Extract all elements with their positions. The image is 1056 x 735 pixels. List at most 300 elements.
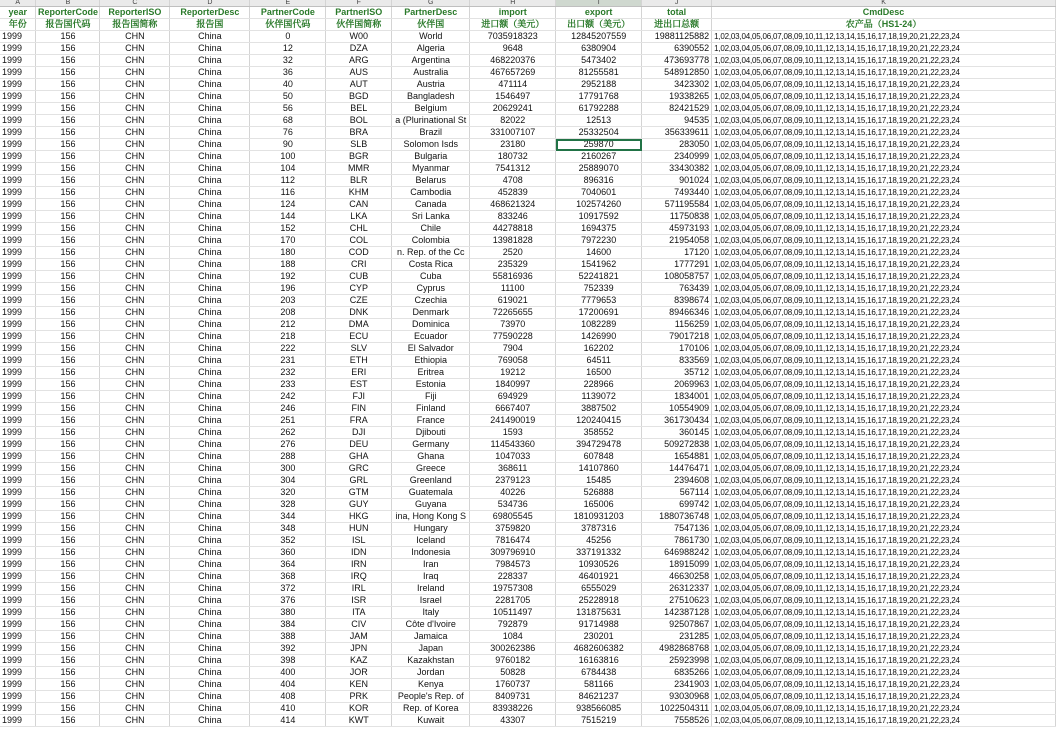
cell-reporter-iso[interactable]: CHN	[100, 595, 170, 607]
cell-reporter-iso[interactable]: CHN	[100, 415, 170, 427]
cell-reporter-code[interactable]: 156	[36, 535, 100, 547]
cell-import[interactable]: 7035918323	[470, 31, 556, 43]
cell-reporter-code[interactable]: 156	[36, 235, 100, 247]
cell-year[interactable]: 1999	[0, 583, 36, 595]
cell-reporter-iso[interactable]: CHN	[100, 367, 170, 379]
cell-reporter-iso[interactable]: CHN	[100, 571, 170, 583]
cell-total[interactable]: 25923998	[642, 655, 712, 667]
cell-year[interactable]: 1999	[0, 631, 36, 643]
cell-partner-desc[interactable]: Rep. of Korea	[392, 703, 470, 715]
cell-export[interactable]: 131875631	[556, 607, 642, 619]
cell-year[interactable]: 1999	[0, 367, 36, 379]
cell-reporter-code[interactable]: 156	[36, 415, 100, 427]
cell-export[interactable]: 102574260	[556, 199, 642, 211]
cell-year[interactable]: 1999	[0, 331, 36, 343]
cell-reporter-iso[interactable]: CHN	[100, 31, 170, 43]
cell-reporter-code[interactable]: 156	[36, 43, 100, 55]
cell-partner-desc[interactable]: Cuba	[392, 271, 470, 283]
header-cell[interactable]: import	[470, 7, 556, 19]
cell-total[interactable]: 1022504311	[642, 703, 712, 715]
cell-reporter-iso[interactable]: CHN	[100, 103, 170, 115]
cell-cmd-desc[interactable]: 1,02,03,04,05,06,07,08,09,10,11,12,13,14,15,16,17,18,19,20,21,22,23,24	[712, 115, 1056, 127]
cell-cmd-desc[interactable]: 1,02,03,04,05,06,07,08,09,10,11,12,13,14,15,16,17,18,19,20,21,22,23,24	[712, 679, 1056, 691]
cell-reporter-code[interactable]: 156	[36, 115, 100, 127]
cell-import[interactable]: 9648	[470, 43, 556, 55]
cell-partner-iso[interactable]: JOR	[326, 667, 392, 679]
cell-partner-desc[interactable]: Iraq	[392, 571, 470, 583]
cell-partner-iso[interactable]: CZE	[326, 295, 392, 307]
cell-reporter-desc[interactable]: China	[170, 391, 250, 403]
cell-partner-desc[interactable]: Solomon Isds	[392, 139, 470, 151]
cell-year[interactable]: 1999	[0, 307, 36, 319]
cell-partner-desc[interactable]: Japan	[392, 643, 470, 655]
cell-partner-code[interactable]: 192	[250, 271, 326, 283]
cell-cmd-desc[interactable]: 1,02,03,04,05,06,07,08,09,10,11,12,13,14,15,16,17,18,19,20,21,22,23,24	[712, 451, 1056, 463]
cell-partner-iso[interactable]: ISL	[326, 535, 392, 547]
cell-total[interactable]: 33430382	[642, 163, 712, 175]
cell-export[interactable]: 16500	[556, 367, 642, 379]
cell-cmd-desc[interactable]: 1,02,03,04,05,06,07,08,09,10,11,12,13,14,15,16,17,18,19,20,21,22,23,24	[712, 511, 1056, 523]
cell-import[interactable]: 40226	[470, 487, 556, 499]
cell-export[interactable]: 2160267	[556, 151, 642, 163]
cell-reporter-code[interactable]: 156	[36, 499, 100, 511]
cell-total[interactable]: 11750838	[642, 211, 712, 223]
cell-total[interactable]: 548912850	[642, 67, 712, 79]
header-cell[interactable]: 报告国	[170, 19, 250, 31]
cell-reporter-code[interactable]: 156	[36, 139, 100, 151]
cell-partner-iso[interactable]: GRL	[326, 475, 392, 487]
cell-partner-desc[interactable]: Côte d'Ivoire	[392, 619, 470, 631]
cell-reporter-code[interactable]: 156	[36, 259, 100, 271]
cell-year[interactable]: 1999	[0, 175, 36, 187]
cell-cmd-desc[interactable]: 1,02,03,04,05,06,07,08,09,10,11,12,13,14,15,16,17,18,19,20,21,22,23,24	[712, 331, 1056, 343]
cell-partner-desc[interactable]: Guatemala	[392, 487, 470, 499]
cell-import[interactable]: 44278818	[470, 223, 556, 235]
header-cell[interactable]: 报告国简称	[100, 19, 170, 31]
cell-reporter-code[interactable]: 156	[36, 199, 100, 211]
cell-partner-desc[interactable]: Chile	[392, 223, 470, 235]
cell-cmd-desc[interactable]: 1,02,03,04,05,06,07,08,09,10,11,12,13,14,15,16,17,18,19,20,21,22,23,24	[712, 343, 1056, 355]
cell-partner-desc[interactable]: Brazil	[392, 127, 470, 139]
cell-year[interactable]: 1999	[0, 103, 36, 115]
cell-partner-desc[interactable]: Greece	[392, 463, 470, 475]
cell-total[interactable]: 901024	[642, 175, 712, 187]
cell-cmd-desc[interactable]: 1,02,03,04,05,06,07,08,09,10,11,12,13,14,15,16,17,18,19,20,21,22,23,24	[712, 175, 1056, 187]
cell-partner-code[interactable]: 388	[250, 631, 326, 643]
cell-partner-desc[interactable]: Jordan	[392, 667, 470, 679]
cell-export[interactable]: 1541962	[556, 259, 642, 271]
cell-reporter-iso[interactable]: CHN	[100, 451, 170, 463]
cell-reporter-code[interactable]: 156	[36, 583, 100, 595]
cell-import[interactable]: 77590228	[470, 331, 556, 343]
cell-export[interactable]: 230201	[556, 631, 642, 643]
cell-reporter-desc[interactable]: China	[170, 163, 250, 175]
cell-partner-iso[interactable]: CYP	[326, 283, 392, 295]
cell-reporter-iso[interactable]: CHN	[100, 163, 170, 175]
cell-partner-desc[interactable]: People's Rep. of	[392, 691, 470, 703]
cell-partner-iso[interactable]: ETH	[326, 355, 392, 367]
cell-import[interactable]: 2520	[470, 247, 556, 259]
cell-total[interactable]: 79017218	[642, 331, 712, 343]
cell-import[interactable]: 769058	[470, 355, 556, 367]
cell-partner-iso[interactable]: BGD	[326, 91, 392, 103]
cell-reporter-iso[interactable]: CHN	[100, 211, 170, 223]
cell-import[interactable]: 50828	[470, 667, 556, 679]
cell-reporter-code[interactable]: 156	[36, 439, 100, 451]
cell-export[interactable]: 1694375	[556, 223, 642, 235]
cell-reporter-iso[interactable]: CHN	[100, 283, 170, 295]
cell-reporter-code[interactable]: 156	[36, 331, 100, 343]
cell-export[interactable]: 84621237	[556, 691, 642, 703]
cell-partner-code[interactable]: 36	[250, 67, 326, 79]
cell-reporter-iso[interactable]: CHN	[100, 547, 170, 559]
cell-reporter-code[interactable]: 156	[36, 691, 100, 703]
cell-partner-desc[interactable]: Iceland	[392, 535, 470, 547]
cell-export[interactable]: 1426990	[556, 331, 642, 343]
cell-total[interactable]: 1156259	[642, 319, 712, 331]
cell-total[interactable]: 356339611	[642, 127, 712, 139]
cell-export[interactable]: 526888	[556, 487, 642, 499]
cell-import[interactable]: 20629241	[470, 103, 556, 115]
cell-year[interactable]: 1999	[0, 499, 36, 511]
cell-year[interactable]: 1999	[0, 427, 36, 439]
cell-year[interactable]: 1999	[0, 643, 36, 655]
cell-year[interactable]: 1999	[0, 139, 36, 151]
cell-partner-code[interactable]: 398	[250, 655, 326, 667]
cell-partner-code[interactable]: 144	[250, 211, 326, 223]
cell-partner-code[interactable]: 68	[250, 115, 326, 127]
cell-total[interactable]: 7493440	[642, 187, 712, 199]
cell-total[interactable]: 361730434	[642, 415, 712, 427]
cell-reporter-iso[interactable]: CHN	[100, 67, 170, 79]
cell-reporter-code[interactable]: 156	[36, 151, 100, 163]
cell-partner-iso[interactable]: SLV	[326, 343, 392, 355]
header-cell[interactable]: 报告国代码	[36, 19, 100, 31]
cell-cmd-desc[interactable]: 1,02,03,04,05,06,07,08,09,10,11,12,13,14,15,16,17,18,19,20,21,22,23,24	[712, 703, 1056, 715]
cell-reporter-iso[interactable]: CHN	[100, 559, 170, 571]
cell-cmd-desc[interactable]: 1,02,03,04,05,06,07,08,09,10,11,12,13,14,15,16,17,18,19,20,21,22,23,24	[712, 439, 1056, 451]
column-header-e[interactable]: E	[250, 0, 326, 7]
cell-total[interactable]: 646988242	[642, 547, 712, 559]
cell-cmd-desc[interactable]: 1,02,03,04,05,06,07,08,09,10,11,12,13,14,15,16,17,18,19,20,21,22,23,24	[712, 475, 1056, 487]
column-header-k[interactable]: K	[712, 0, 1056, 7]
cell-partner-desc[interactable]: Fiji	[392, 391, 470, 403]
column-header-f[interactable]: F	[326, 0, 392, 7]
cell-reporter-iso[interactable]: CHN	[100, 91, 170, 103]
cell-reporter-iso[interactable]: CHN	[100, 79, 170, 91]
cell-reporter-code[interactable]: 156	[36, 175, 100, 187]
cell-export[interactable]: 358552	[556, 427, 642, 439]
cell-cmd-desc[interactable]: 1,02,03,04,05,06,07,08,09,10,11,12,13,14,15,16,17,18,19,20,21,22,23,24	[712, 211, 1056, 223]
cell-reporter-iso[interactable]: CHN	[100, 379, 170, 391]
cell-reporter-desc[interactable]: China	[170, 31, 250, 43]
header-cell[interactable]: 进口额（美元）	[470, 19, 556, 31]
cell-partner-code[interactable]: 231	[250, 355, 326, 367]
cell-year[interactable]: 1999	[0, 79, 36, 91]
cell-cmd-desc[interactable]: 1,02,03,04,05,06,07,08,09,10,11,12,13,14,15,16,17,18,19,20,21,22,23,24	[712, 535, 1056, 547]
cell-reporter-code[interactable]: 156	[36, 427, 100, 439]
cell-reporter-desc[interactable]: China	[170, 415, 250, 427]
cell-partner-desc[interactable]: Cyprus	[392, 283, 470, 295]
cell-total[interactable]: 699742	[642, 499, 712, 511]
cell-reporter-desc[interactable]: China	[170, 55, 250, 67]
cell-import[interactable]: 180732	[470, 151, 556, 163]
cell-year[interactable]: 1999	[0, 355, 36, 367]
cell-total[interactable]: 567114	[642, 487, 712, 499]
cell-reporter-desc[interactable]: China	[170, 307, 250, 319]
cell-cmd-desc[interactable]: 1,02,03,04,05,06,07,08,09,10,11,12,13,14,15,16,17,18,19,20,21,22,23,24	[712, 715, 1056, 727]
cell-reporter-desc[interactable]: China	[170, 619, 250, 631]
cell-partner-iso[interactable]: ERI	[326, 367, 392, 379]
cell-export[interactable]: 17791768	[556, 91, 642, 103]
cell-partner-code[interactable]: 203	[250, 295, 326, 307]
cell-import[interactable]: 73970	[470, 319, 556, 331]
cell-export[interactable]: 607848	[556, 451, 642, 463]
cell-export[interactable]: 10930526	[556, 559, 642, 571]
cell-total[interactable]: 7558526	[642, 715, 712, 727]
cell-partner-desc[interactable]: Sri Lanka	[392, 211, 470, 223]
cell-export[interactable]: 25228918	[556, 595, 642, 607]
header-cell[interactable]: 伙伴国代码	[250, 19, 326, 31]
cell-partner-desc[interactable]: France	[392, 415, 470, 427]
cell-year[interactable]: 1999	[0, 607, 36, 619]
cell-partner-desc[interactable]: Denmark	[392, 307, 470, 319]
cell-export[interactable]: 337191332	[556, 547, 642, 559]
cell-reporter-iso[interactable]: CHN	[100, 295, 170, 307]
cell-year[interactable]: 1999	[0, 619, 36, 631]
cell-reporter-iso[interactable]: CHN	[100, 607, 170, 619]
cell-total[interactable]: 27510623	[642, 595, 712, 607]
cell-total[interactable]: 283050	[642, 139, 712, 151]
header-cell[interactable]: ReporterISO	[100, 7, 170, 19]
cell-partner-code[interactable]: 328	[250, 499, 326, 511]
cell-partner-iso[interactable]: KWT	[326, 715, 392, 727]
cell-import[interactable]: 1593	[470, 427, 556, 439]
cell-year[interactable]: 1999	[0, 163, 36, 175]
cell-partner-code[interactable]: 410	[250, 703, 326, 715]
cell-reporter-iso[interactable]: CHN	[100, 55, 170, 67]
cell-reporter-desc[interactable]: China	[170, 643, 250, 655]
cell-year[interactable]: 1999	[0, 187, 36, 199]
cell-reporter-iso[interactable]: CHN	[100, 427, 170, 439]
cell-cmd-desc[interactable]: 1,02,03,04,05,06,07,08,09,10,11,12,13,14,15,16,17,18,19,20,21,22,23,24	[712, 547, 1056, 559]
cell-reporter-desc[interactable]: China	[170, 127, 250, 139]
cell-year[interactable]: 1999	[0, 43, 36, 55]
cell-reporter-iso[interactable]: CHN	[100, 223, 170, 235]
cell-partner-desc[interactable]: ina, Hong Kong S	[392, 511, 470, 523]
cell-cmd-desc[interactable]: 1,02,03,04,05,06,07,08,09,10,11,12,13,14,15,16,17,18,19,20,21,22,23,24	[712, 55, 1056, 67]
cell-reporter-desc[interactable]: China	[170, 343, 250, 355]
cell-partner-desc[interactable]: Myanmar	[392, 163, 470, 175]
cell-total[interactable]: 2394608	[642, 475, 712, 487]
cell-reporter-desc[interactable]: China	[170, 571, 250, 583]
cell-partner-code[interactable]: 0	[250, 31, 326, 43]
cell-reporter-desc[interactable]: China	[170, 607, 250, 619]
cell-total[interactable]: 26312337	[642, 583, 712, 595]
cell-total[interactable]: 2340999	[642, 151, 712, 163]
cell-total[interactable]: 35712	[642, 367, 712, 379]
cell-reporter-code[interactable]: 156	[36, 319, 100, 331]
cell-partner-code[interactable]: 344	[250, 511, 326, 523]
cell-year[interactable]: 1999	[0, 571, 36, 583]
cell-total[interactable]: 108058757	[642, 271, 712, 283]
cell-partner-iso[interactable]: JAM	[326, 631, 392, 643]
cell-partner-iso[interactable]: CIV	[326, 619, 392, 631]
cell-export[interactable]: 938566085	[556, 703, 642, 715]
cell-reporter-desc[interactable]: China	[170, 451, 250, 463]
cell-import[interactable]: 468220376	[470, 55, 556, 67]
cell-cmd-desc[interactable]: 1,02,03,04,05,06,07,08,09,10,11,12,13,14,15,16,17,18,19,20,21,22,23,24	[712, 319, 1056, 331]
cell-cmd-desc[interactable]: 1,02,03,04,05,06,07,08,09,10,11,12,13,14,15,16,17,18,19,20,21,22,23,24	[712, 355, 1056, 367]
cell-reporter-code[interactable]: 156	[36, 79, 100, 91]
cell-year[interactable]: 1999	[0, 115, 36, 127]
cell-export[interactable]: 46401921	[556, 571, 642, 583]
cell-export[interactable]: 91714988	[556, 619, 642, 631]
cell-import[interactable]: 309796910	[470, 547, 556, 559]
cell-import[interactable]: 228337	[470, 571, 556, 583]
cell-partner-iso[interactable]: BRA	[326, 127, 392, 139]
cell-import[interactable]: 833246	[470, 211, 556, 223]
cell-import[interactable]: 1760737	[470, 679, 556, 691]
column-header-d[interactable]: D	[170, 0, 250, 7]
cell-reporter-iso[interactable]: CHN	[100, 439, 170, 451]
cell-partner-iso[interactable]: FJI	[326, 391, 392, 403]
cell-export[interactable]: 2952188	[556, 79, 642, 91]
cell-total[interactable]: 142387128	[642, 607, 712, 619]
header-cell[interactable]: ReporterDesc	[170, 7, 250, 19]
cell-import[interactable]: 82022	[470, 115, 556, 127]
cell-partner-code[interactable]: 32	[250, 55, 326, 67]
cell-partner-code[interactable]: 408	[250, 691, 326, 703]
cell-cmd-desc[interactable]: 1,02,03,04,05,06,07,08,09,10,11,12,13,14,15,16,17,18,19,20,21,22,23,24	[712, 247, 1056, 259]
column-header-j[interactable]: J	[642, 0, 712, 7]
cell-reporter-desc[interactable]: China	[170, 595, 250, 607]
cell-import[interactable]: 1840997	[470, 379, 556, 391]
cell-export[interactable]: 1810931203	[556, 511, 642, 523]
cell-partner-code[interactable]: 414	[250, 715, 326, 727]
cell-import[interactable]: 241490019	[470, 415, 556, 427]
cell-partner-iso[interactable]: CUB	[326, 271, 392, 283]
cell-partner-code[interactable]: 50	[250, 91, 326, 103]
cell-partner-code[interactable]: 188	[250, 259, 326, 271]
cell-import[interactable]: 619021	[470, 295, 556, 307]
cell-partner-iso[interactable]: ISR	[326, 595, 392, 607]
cell-reporter-iso[interactable]: CHN	[100, 583, 170, 595]
cell-reporter-desc[interactable]: China	[170, 271, 250, 283]
cell-reporter-code[interactable]: 156	[36, 127, 100, 139]
cell-cmd-desc[interactable]: 1,02,03,04,05,06,07,08,09,10,11,12,13,14,15,16,17,18,19,20,21,22,23,24	[712, 307, 1056, 319]
cell-partner-iso[interactable]: COL	[326, 235, 392, 247]
cell-partner-desc[interactable]: Canada	[392, 199, 470, 211]
cell-partner-code[interactable]: 104	[250, 163, 326, 175]
cell-cmd-desc[interactable]: 1,02,03,04,05,06,07,08,09,10,11,12,13,14,15,16,17,18,19,20,21,22,23,24	[712, 139, 1056, 151]
cell-cmd-desc[interactable]: 1,02,03,04,05,06,07,08,09,10,11,12,13,14,15,16,17,18,19,20,21,22,23,24	[712, 427, 1056, 439]
cell-export[interactable]: 14107860	[556, 463, 642, 475]
cell-total[interactable]: 571195584	[642, 199, 712, 211]
cell-cmd-desc[interactable]: 1,02,03,04,05,06,07,08,09,10,11,12,13,14,15,16,17,18,19,20,21,22,23,24	[712, 583, 1056, 595]
cell-cmd-desc[interactable]: 1,02,03,04,05,06,07,08,09,10,11,12,13,14,15,16,17,18,19,20,21,22,23,24	[712, 283, 1056, 295]
cell-import[interactable]: 2281705	[470, 595, 556, 607]
cell-partner-desc[interactable]: Iran	[392, 559, 470, 571]
cell-export[interactable]: 81255581	[556, 67, 642, 79]
cell-reporter-desc[interactable]: China	[170, 535, 250, 547]
cell-reporter-code[interactable]: 156	[36, 451, 100, 463]
cell-reporter-code[interactable]: 156	[36, 379, 100, 391]
cell-reporter-code[interactable]: 156	[36, 655, 100, 667]
cell-export[interactable]: 5473402	[556, 55, 642, 67]
cell-partner-code[interactable]: 40	[250, 79, 326, 91]
cell-partner-code[interactable]: 384	[250, 619, 326, 631]
cell-partner-iso[interactable]: GRC	[326, 463, 392, 475]
cell-reporter-iso[interactable]: CHN	[100, 679, 170, 691]
cell-export[interactable]: 3787316	[556, 523, 642, 535]
cell-partner-iso[interactable]: FRA	[326, 415, 392, 427]
cell-partner-code[interactable]: 352	[250, 535, 326, 547]
cell-export[interactable]: 6555029	[556, 583, 642, 595]
cell-reporter-code[interactable]: 156	[36, 55, 100, 67]
cell-total[interactable]: 8398674	[642, 295, 712, 307]
cell-partner-desc[interactable]: Israel	[392, 595, 470, 607]
cell-import[interactable]: 9760182	[470, 655, 556, 667]
cell-reporter-iso[interactable]: CHN	[100, 643, 170, 655]
cell-partner-code[interactable]: 368	[250, 571, 326, 583]
cell-year[interactable]: 1999	[0, 343, 36, 355]
cell-year[interactable]: 1999	[0, 319, 36, 331]
header-cell[interactable]: CmdDesc	[712, 7, 1056, 19]
header-cell[interactable]: export	[556, 7, 642, 19]
cell-import[interactable]: 331007107	[470, 127, 556, 139]
cell-import[interactable]: 3759820	[470, 523, 556, 535]
cell-import[interactable]: 83938226	[470, 703, 556, 715]
cell-partner-code[interactable]: 300	[250, 463, 326, 475]
cell-partner-desc[interactable]: Argentina	[392, 55, 470, 67]
cell-cmd-desc[interactable]: 1,02,03,04,05,06,07,08,09,10,11,12,13,14,15,16,17,18,19,20,21,22,23,24	[712, 91, 1056, 103]
cell-cmd-desc[interactable]: 1,02,03,04,05,06,07,08,09,10,11,12,13,14,15,16,17,18,19,20,21,22,23,24	[712, 43, 1056, 55]
cell-export[interactable]: 6380904	[556, 43, 642, 55]
cell-partner-desc[interactable]: Czechia	[392, 295, 470, 307]
cell-reporter-code[interactable]: 156	[36, 715, 100, 727]
cell-export[interactable]: 6784438	[556, 667, 642, 679]
cell-reporter-desc[interactable]: China	[170, 43, 250, 55]
cell-import[interactable]: 7984573	[470, 559, 556, 571]
cell-partner-desc[interactable]: El Salvador	[392, 343, 470, 355]
cell-cmd-desc[interactable]: 1,02,03,04,05,06,07,08,09,10,11,12,13,14,15,16,17,18,19,20,21,22,23,24	[712, 655, 1056, 667]
cell-total[interactable]: 473693778	[642, 55, 712, 67]
cell-partner-desc[interactable]: Hungary	[392, 523, 470, 535]
cell-partner-iso[interactable]: BGR	[326, 151, 392, 163]
cell-cmd-desc[interactable]: 1,02,03,04,05,06,07,08,09,10,11,12,13,14,15,16,17,18,19,20,21,22,23,24	[712, 295, 1056, 307]
cell-cmd-desc[interactable]: 1,02,03,04,05,06,07,08,09,10,11,12,13,14,15,16,17,18,19,20,21,22,23,24	[712, 367, 1056, 379]
cell-year[interactable]: 1999	[0, 463, 36, 475]
cell-reporter-iso[interactable]: CHN	[100, 259, 170, 271]
cell-import[interactable]: 2379123	[470, 475, 556, 487]
cell-cmd-desc[interactable]: 1,02,03,04,05,06,07,08,09,10,11,12,13,14,15,16,17,18,19,20,21,22,23,24	[712, 271, 1056, 283]
cell-cmd-desc[interactable]: 1,02,03,04,05,06,07,08,09,10,11,12,13,14,15,16,17,18,19,20,21,22,23,24	[712, 631, 1056, 643]
cell-year[interactable]: 1999	[0, 487, 36, 499]
cell-reporter-desc[interactable]: China	[170, 295, 250, 307]
cell-reporter-iso[interactable]: CHN	[100, 43, 170, 55]
cell-partner-desc[interactable]: Djibouti	[392, 427, 470, 439]
cell-reporter-iso[interactable]: CHN	[100, 247, 170, 259]
cell-reporter-iso[interactable]: CHN	[100, 187, 170, 199]
cell-partner-desc[interactable]: Estonia	[392, 379, 470, 391]
cell-partner-desc[interactable]: Dominica	[392, 319, 470, 331]
cell-partner-code[interactable]: 232	[250, 367, 326, 379]
header-cell[interactable]: year	[0, 7, 36, 19]
cell-partner-iso[interactable]: COD	[326, 247, 392, 259]
cell-reporter-iso[interactable]: CHN	[100, 523, 170, 535]
cell-reporter-iso[interactable]: CHN	[100, 343, 170, 355]
